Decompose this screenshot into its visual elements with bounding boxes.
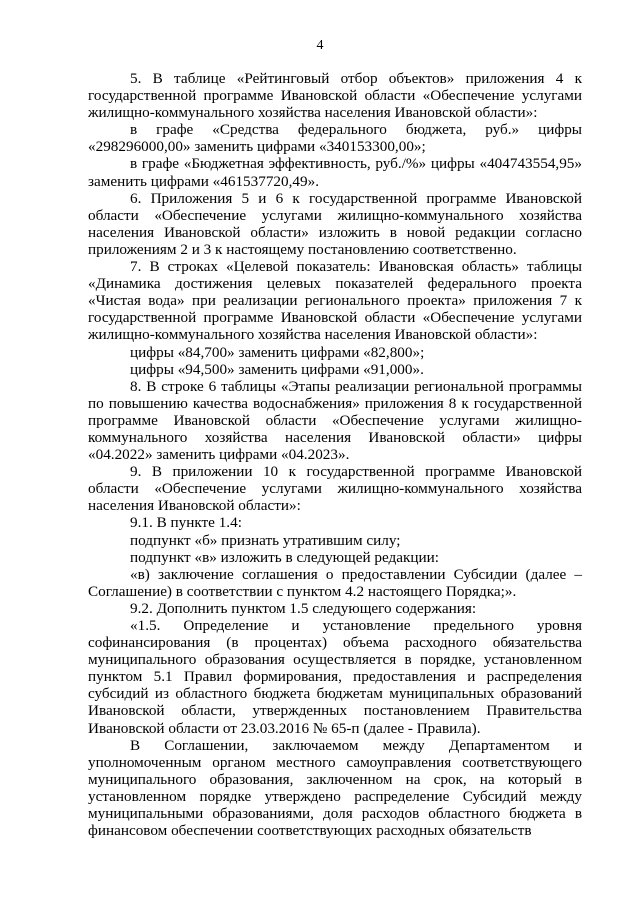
page-number: 4: [316, 38, 324, 53]
paragraph-7-first-change: цифры «84,700» заменить цифрами «82,800»;: [130, 343, 425, 361]
document-body: [88, 70, 582, 839]
paragraph-1-5: «1.5. Определение и установление предельного уровня софинансирования (в процентах) объема расходного обязательства муниципального образования осуществляется в порядке, установленном пунктом 5.1 Правил формирования, предоставления и распределения субсидий из областного бюджета бюджетам муниципальных образований Ивановской области, утвержденных постановлением Правительства Ивановской области от 23.03.2016 № 65-п (далее - Правила).: [88, 617, 582, 737]
paragraph-9-1-subpoint-b: подпункт «б» признать утратившим силу;: [130, 531, 401, 549]
paragraph-5-federal-budget: в графе «Средства федерального бюджета, руб.» цифры «298296000,00» заменить цифрами «340153300,00»;: [88, 121, 582, 156]
paragraph-7-second-change: цифры «94,500» заменить цифрами «91,000».: [130, 360, 424, 378]
paragraph-7: 7. В строках «Целевой показатель: Ивановская область» таблицы «Динамика достижения целевых показателей федерального проекта «Чистая вода» при реализации регионального проекта» приложения 7 к государственной программе Ивановской области «Обеспечение услугами жилищно-коммунального хозяйства населения Ивановской области»:: [88, 258, 582, 344]
paragraph-5: 5. В таблице «Рейтинговый отбор объектов» приложения 4 к государственной программе Ивановской области «Обеспечение услугами жилищно-коммунального хозяйства населения Ивановской области»:: [88, 70, 582, 122]
paragraph-9-1-subpoint-v: подпункт «в» изложить в следующей редакции:: [130, 548, 439, 566]
paragraph-5-budget-efficiency: в графе «Бюджетная эффективность, руб./%» цифры «404743554,95» заменить цифрами «461537720,49».: [88, 155, 582, 190]
paragraph-agreement: В Соглашении, заключаемом между Департаментом и уполномоченным органом местного самоуправления соответствующего муниципального образования, заключенном на срок, на который в установленном порядке утверждено распределение Субсидий между муниципальными образованиями, доля расходов областного бюджета в финансовом обеспечении соответствующих расходных обязательств: [88, 736, 582, 840]
paragraph-9-2: 9.2. Дополнить пунктом 1.5 следующего содержания:: [130, 599, 477, 617]
paragraph-8: 8. В строке 6 таблицы «Этапы реализации региональной программы по повышению качества водоснабжения» приложения 8 к государственной программе Ивановской области «Обеспечение услугами жилищно-коммунального хозяйства населения Ивановской области» цифры «04.2022» заменить цифрами «04.2023».: [88, 377, 582, 464]
paragraph-6: 6. Приложения 5 и 6 к государственной программе Ивановской области «Обеспечение услугами жилищно-коммунального хозяйства населения Ивановской области» изложить в новой редакции согласно приложениям 2 и 3 к настоящему постановлению соответственно.: [88, 189, 582, 258]
paragraph-9-1-subpoint-v-text: «в) заключение соглашения о предоставлении Субсидии (далее – Соглашение) в соответствии с пунктом 4.2 настоящего Порядка;».: [88, 565, 582, 600]
paragraph-9: 9. В приложении 10 к государственной программе Ивановской области «Обеспечение услугами жилищно-коммунального хозяйства населения Ивановской области»:: [88, 463, 582, 515]
paragraph-9-1: 9.1. В пункте 1.4:: [130, 514, 242, 532]
